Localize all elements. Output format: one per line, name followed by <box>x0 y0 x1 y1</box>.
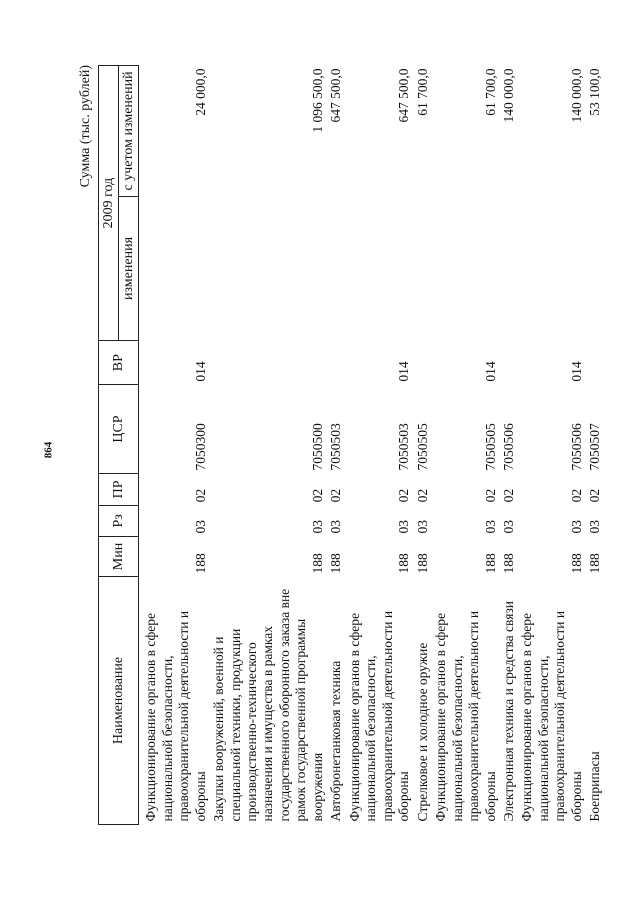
table-row <box>210 66 327 825</box>
row-vr <box>210 341 327 385</box>
row-rz: 03 <box>568 519 584 534</box>
row-changes <box>327 196 345 340</box>
row-total: 1 096 500,0 <box>309 68 325 133</box>
row-rz: 03 <box>309 519 325 534</box>
table-row <box>432 66 500 825</box>
row-rz: 03 <box>414 519 430 534</box>
row-csr: 7050505 <box>414 423 430 471</box>
table-header <box>99 66 139 825</box>
row-vr <box>500 341 518 385</box>
row-changes <box>500 196 518 340</box>
row-min: 188 <box>328 553 344 574</box>
row-vr <box>586 341 604 385</box>
row-total: 140 000,0 <box>568 68 584 123</box>
table-row <box>518 66 586 825</box>
row-changes <box>210 196 327 340</box>
row-csr: 7050506 <box>501 423 516 471</box>
row-min: 188 <box>309 553 325 574</box>
row-name: Боеприпасы <box>587 751 603 822</box>
row-vr: 014 <box>396 361 412 382</box>
header-min: Мин <box>99 536 139 576</box>
table-body <box>139 66 605 825</box>
row-min: 188 <box>396 553 412 574</box>
row-vr: 014 <box>192 361 208 382</box>
row-name: Закупки вооружений, военной и специальной техники, продукции производственно-технического назначения и имущества в рамках государственного оборонного заказа вне рамок государственной программы вооружения <box>211 588 325 822</box>
row-vr: 014 <box>568 361 584 382</box>
header-pr: ПР <box>99 474 139 506</box>
header-csr: ЦСР <box>99 385 139 474</box>
row-pr: 02 <box>309 488 325 503</box>
row-min: 188 <box>192 553 208 574</box>
table-row <box>327 66 345 825</box>
row-csr: 7050300 <box>192 423 208 471</box>
row-rz: 03 <box>587 519 603 534</box>
row-vr: 014 <box>482 361 498 382</box>
rotated-page-content <box>78 65 603 825</box>
row-min: 188 <box>482 553 498 574</box>
row-csr: 7050507 <box>587 423 603 471</box>
row-rz: 03 <box>482 519 498 534</box>
row-min: 188 <box>501 553 516 574</box>
row-rz: 03 <box>192 519 208 534</box>
table-row <box>586 66 604 825</box>
row-name: Стрелковое и холодное оружие <box>414 642 430 822</box>
table-row <box>346 66 414 825</box>
row-csr: 7050503 <box>396 423 412 471</box>
table-row <box>414 66 432 825</box>
row-pr: 02 <box>568 488 584 503</box>
header-year: 2009 год <box>99 66 119 341</box>
row-changes <box>432 196 500 340</box>
row-total: 61 700,0 <box>482 68 498 116</box>
header-name: Наименование <box>99 576 139 824</box>
row-rz: 03 <box>328 519 344 534</box>
row-name: Функционирование органов в сфере национальной безопасности, правоохранительной деятельности и обороны <box>433 610 498 822</box>
row-csr: 7050506 <box>568 423 584 471</box>
header-rz: Рз <box>99 505 139 536</box>
row-rz: 03 <box>501 519 516 534</box>
row-pr: 02 <box>501 488 516 503</box>
row-csr: 7050500 <box>309 423 325 471</box>
row-pr: 02 <box>482 488 498 503</box>
row-pr: 02 <box>328 488 344 503</box>
row-vr <box>414 341 432 385</box>
row-changes <box>346 196 414 340</box>
row-pr: 02 <box>396 488 412 503</box>
row-changes <box>139 196 210 340</box>
row-name: Функционирование органов в сфере национальной безопасности, правоохранительной деятельности и обороны <box>143 610 208 822</box>
row-pr: 02 <box>414 488 430 503</box>
row-name: Функционирование органов в сфере национальной безопасности, правоохранительной деятельности и обороны <box>346 610 412 822</box>
row-pr: 02 <box>587 488 603 503</box>
page-number: 864 <box>42 441 55 459</box>
row-pr: 02 <box>192 488 208 503</box>
table-row <box>500 66 518 825</box>
row-total: 24 000,0 <box>192 68 208 116</box>
row-total: 647 500,0 <box>396 68 412 123</box>
unit-caption: Сумма (тыс. рублей) <box>78 65 93 188</box>
row-min: 188 <box>414 553 430 574</box>
row-changes <box>414 196 432 340</box>
budget-table <box>98 65 605 825</box>
row-total: 140 000,0 <box>501 68 516 123</box>
row-changes <box>586 196 604 340</box>
row-min: 188 <box>587 553 603 574</box>
row-name: Автобронетанковая техника <box>328 660 344 822</box>
row-csr: 7050505 <box>482 423 498 471</box>
header-with-changes: с учетом изменений <box>119 66 139 197</box>
row-name: Функционирование органов в сфере национальной безопасности, правоохранительной деятельности и обороны <box>519 610 584 822</box>
row-name: Электронная техника и средства связи <box>501 600 516 822</box>
row-min: 188 <box>568 553 584 574</box>
row-total: 53 100,0 <box>587 68 603 116</box>
header-changes: изменения <box>119 196 139 340</box>
row-total: 647 500,0 <box>328 68 344 123</box>
row-vr <box>327 341 345 385</box>
row-changes <box>518 196 586 340</box>
table-row <box>139 66 210 825</box>
row-total: 61 700,0 <box>414 68 430 116</box>
header-vr: ВР <box>99 341 139 385</box>
row-rz: 03 <box>396 519 412 534</box>
row-csr: 7050503 <box>328 423 344 471</box>
